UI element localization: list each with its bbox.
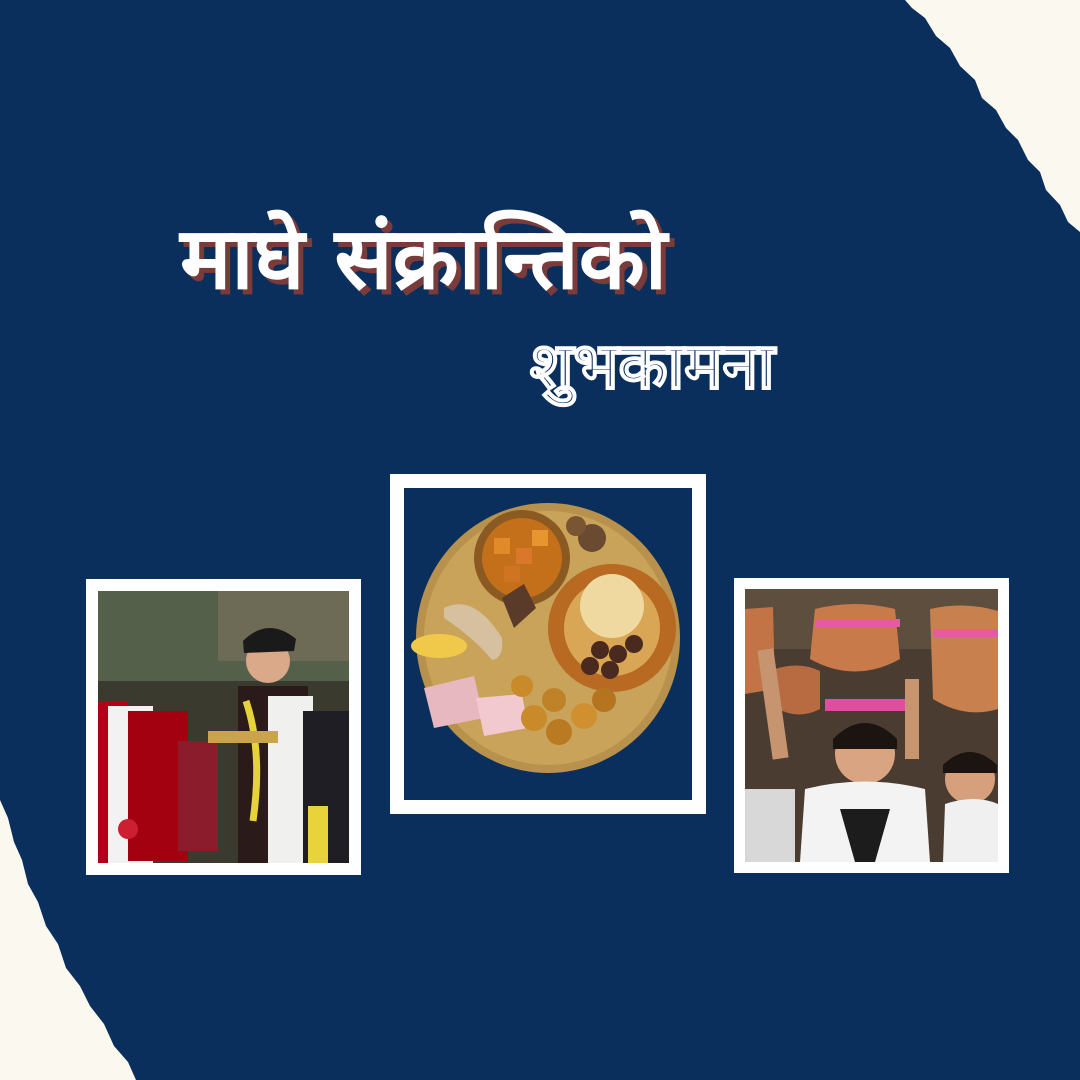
dancers-photo — [98, 591, 349, 863]
festival-food-plate-photo — [404, 488, 692, 800]
greeting-subtitle: शुभकामना — [530, 330, 775, 404]
greeting-title: माघे संक्रान्तिको — [180, 209, 668, 309]
women-carrying-pots-photo — [745, 589, 998, 862]
photo-frame-left — [86, 579, 361, 875]
photo-frame-right — [734, 578, 1009, 873]
photo-frame-center — [390, 474, 706, 814]
